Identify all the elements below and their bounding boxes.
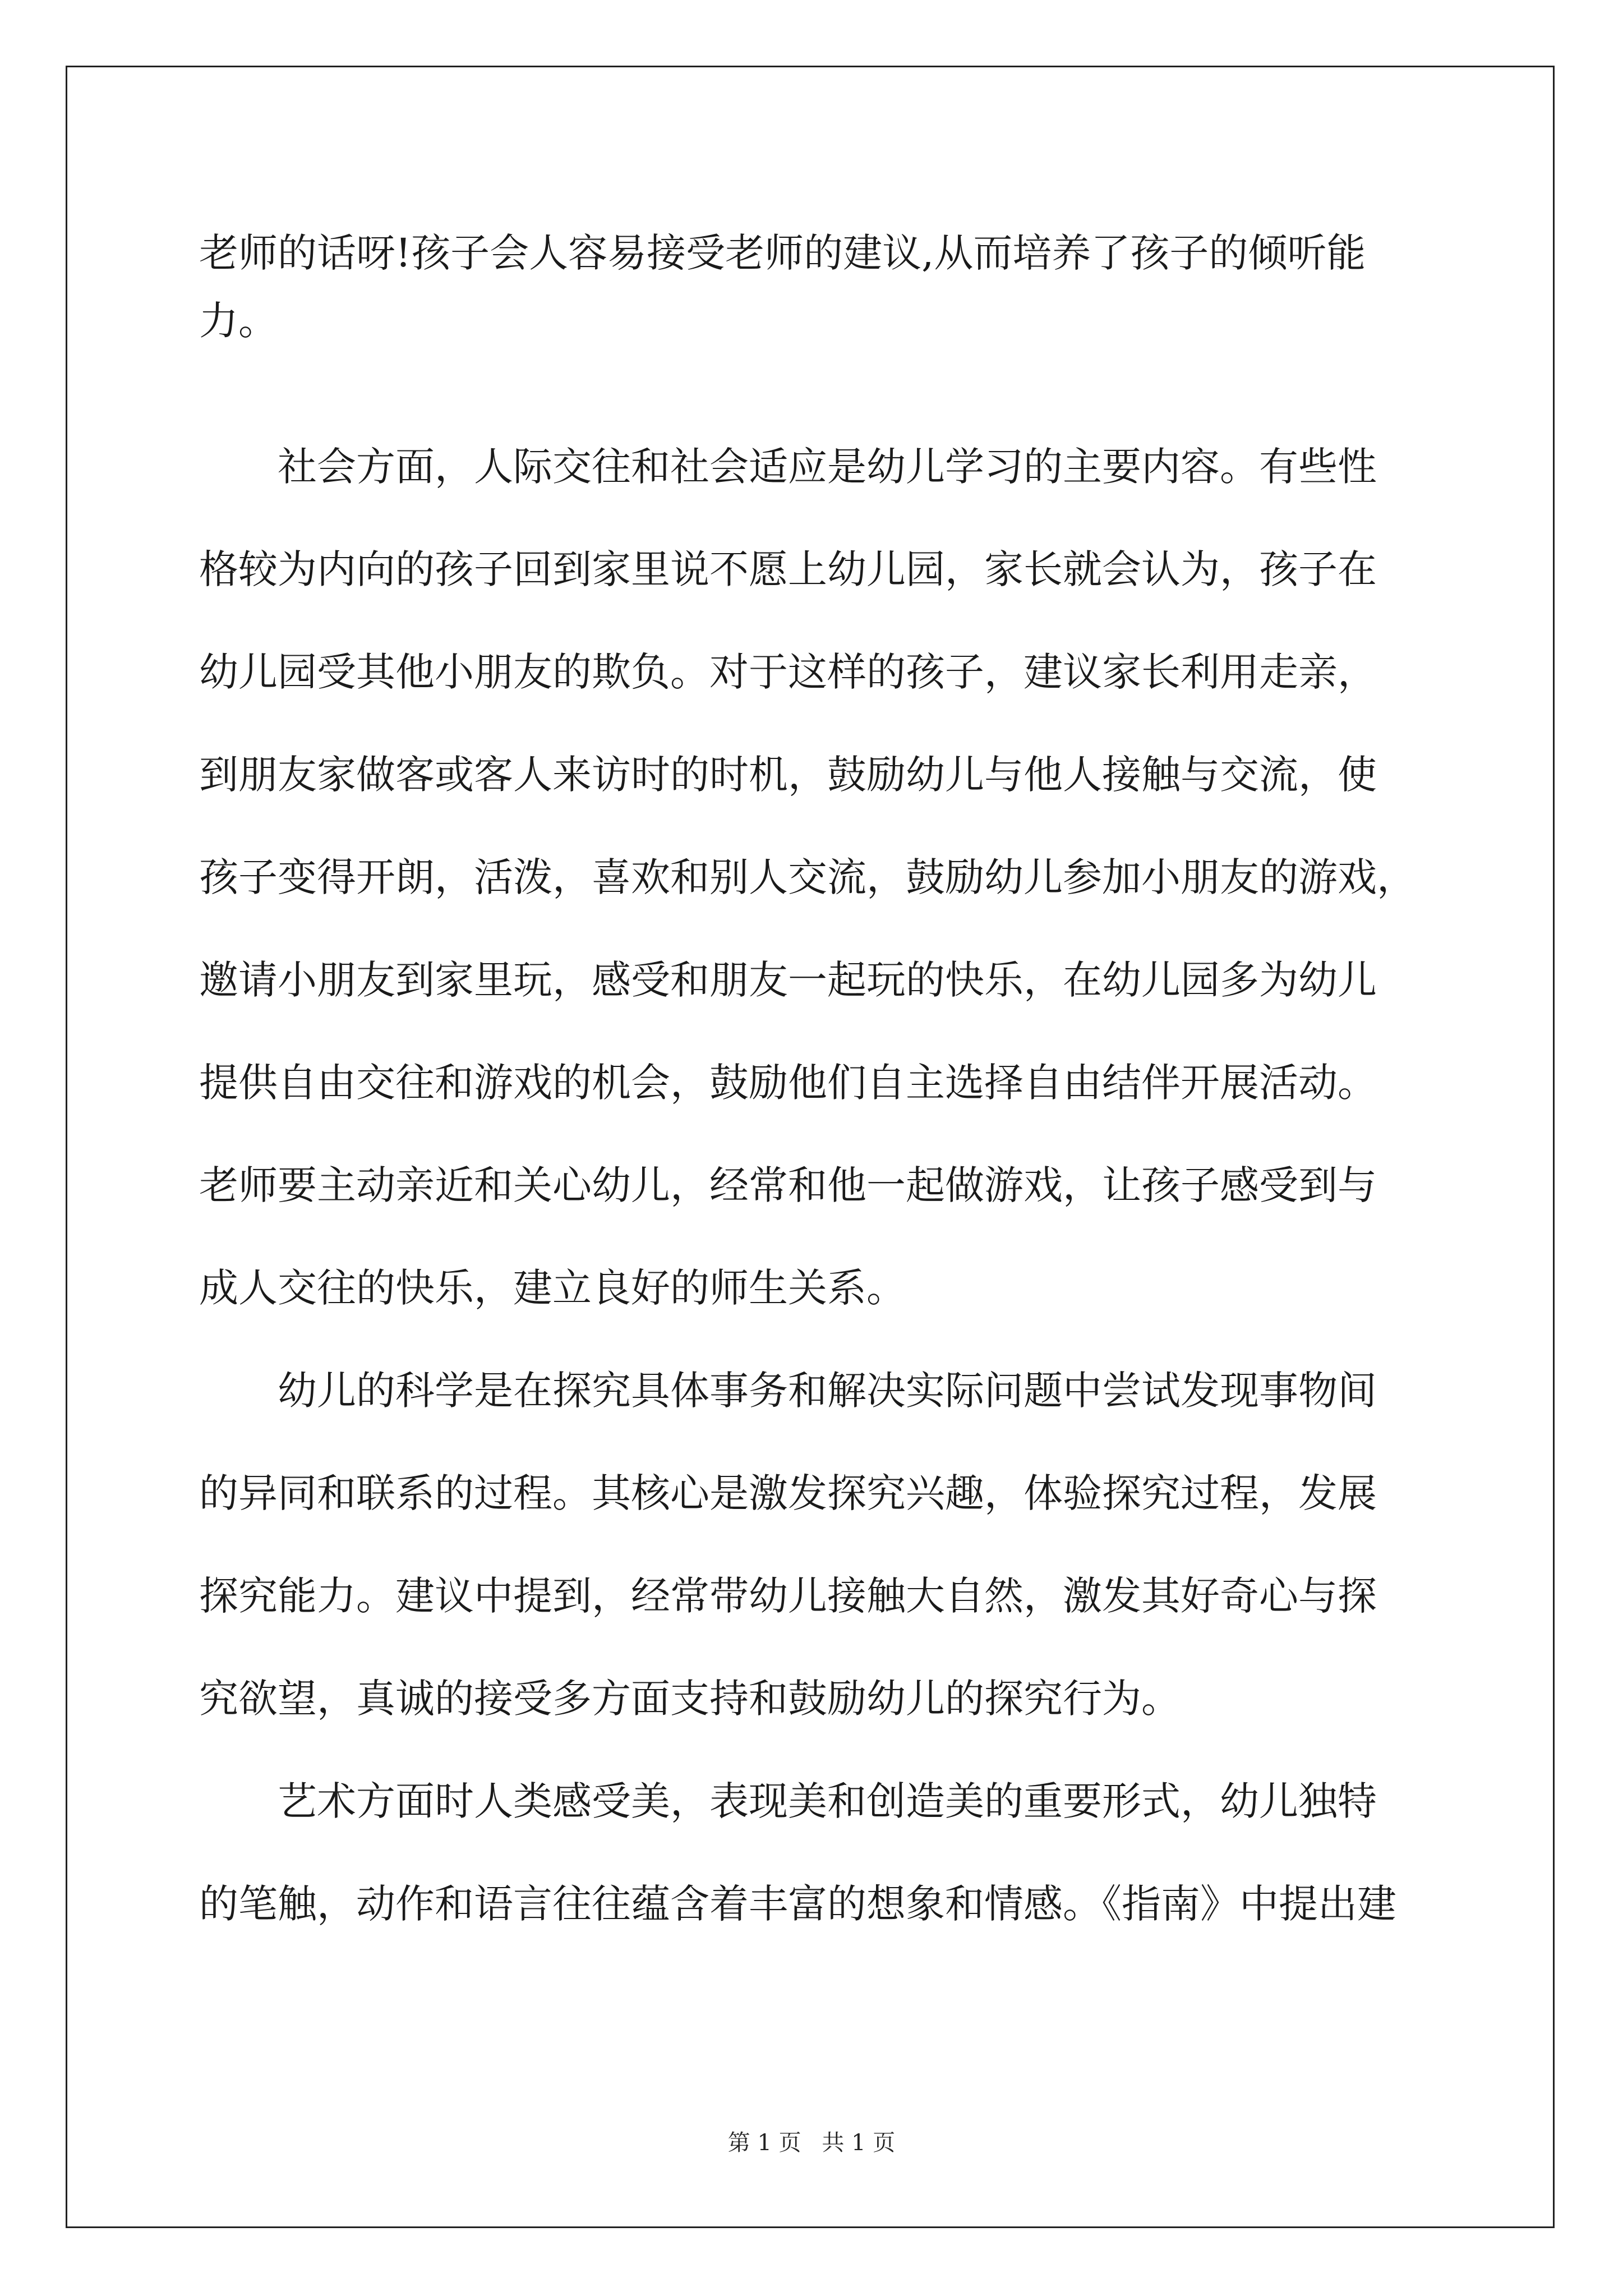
text-line: 老师要主动亲近和关心幼儿，经常和他一起做游戏，让孩子感受到与 xyxy=(199,1162,1377,1208)
page-total: 共 1 页 xyxy=(822,2130,896,2156)
text-line: 邀请小朋友到家里玩，感受和朋友一起玩的快乐，在幼儿园多为幼儿 xyxy=(199,957,1377,1003)
text-line: 老师的话呀!孩子会人容易接受老师的建议,从而培养了孩子的倾听能 xyxy=(199,230,1366,276)
text-line: 社会方面，人际交往和社会适应是幼儿学习的主要内容。有些性 xyxy=(278,444,1377,490)
text-line: 的异同和联系的过程。其核心是激发探究兴趣，体验探究过程，发展 xyxy=(199,1470,1377,1516)
text-line: 成人交往的快乐，建立良好的师生关系。 xyxy=(199,1265,906,1311)
text-line: 幼儿园受其他小朋友的欺负。对于这样的孩子，建议家长利用走亲， xyxy=(199,649,1377,695)
text-line: 到朋友家做客或客人来访时的时机，鼓励幼儿与他人接触与交流，使 xyxy=(199,752,1377,798)
text-line: 的笔触，动作和语言往往蕴含着丰富的想象和情感。《指南》中提出建 xyxy=(199,1881,1396,1927)
text-line: 提供自由交往和游戏的机会，鼓励他们自主选择自由结伴开展活动。 xyxy=(199,1060,1377,1106)
text-line: 究欲望，真诚的接受多方面支持和鼓励幼儿的探究行为。 xyxy=(199,1676,1181,1722)
text-line: 探究能力。建议中提到，经常带幼儿接触大自然，激发其好奇心与探 xyxy=(199,1573,1377,1619)
page-number: 第 1 页 xyxy=(727,2130,801,2156)
text-line: 格较为内向的孩子回到家里说不愿上幼儿园，家长就会认为，孩子在 xyxy=(199,546,1377,592)
page-footer xyxy=(0,2129,1623,2157)
text-line: 幼儿的科学是在探究具体事务和解决实际问题中尝试发现事物间 xyxy=(278,1368,1377,1414)
text-line: 艺术方面时人类感受美，表现美和创造美的重要形式，幼儿独特 xyxy=(278,1778,1377,1824)
text-line: 力。 xyxy=(199,298,278,344)
text-line: 孩子变得开朗，活泼，喜欢和别人交流，鼓励幼儿参加小朋友的游戏， xyxy=(199,854,1416,900)
